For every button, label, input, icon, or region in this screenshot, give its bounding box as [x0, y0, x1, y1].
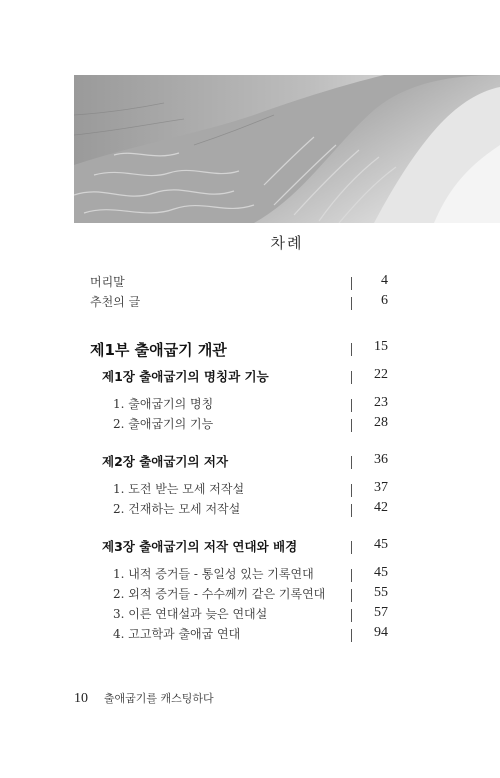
- toc-entry-chapter-3[interactable]: [0, 537, 500, 559]
- divider: [351, 504, 352, 517]
- divider: [351, 297, 352, 310]
- entry-label: 2. 출애굽기의 기능: [113, 417, 214, 431]
- entry-label: 머리말: [90, 275, 125, 289]
- toc-entry-section[interactable]: [0, 565, 500, 587]
- entry-page: 23: [374, 395, 388, 410]
- divider: [351, 371, 352, 384]
- toc-entry-section[interactable]: [0, 585, 500, 607]
- toc-entry-section[interactable]: [0, 480, 500, 502]
- entry-page: 45: [374, 565, 388, 580]
- entry-page: 22: [374, 367, 388, 382]
- toc-entry-part-1[interactable]: [0, 339, 500, 361]
- entry-page: 36: [374, 452, 388, 467]
- entry-page: 42: [374, 500, 388, 515]
- toc-entry-chapter-1[interactable]: [0, 367, 500, 389]
- divider: [351, 541, 352, 554]
- entry-label: 2. 외적 증거들 - 수수께끼 같은 기록연대: [113, 587, 326, 601]
- entry-label: 3. 이른 연대설과 늦은 연대설: [113, 607, 268, 621]
- entry-label: 1. 도전 받는 모세 저작설: [113, 482, 245, 496]
- entry-label: 1. 내적 증거들 - 통일성 있는 기록연대: [113, 567, 314, 581]
- entry-label: 1. 출애굽기의 명칭: [113, 397, 214, 411]
- entry-label: 4. 고고학과 출애굽 연대: [113, 627, 241, 641]
- entry-label: 제1부 출애굽기 개관: [90, 341, 227, 359]
- toc-entry-section[interactable]: [0, 500, 500, 522]
- entry-label: 제2장 출애굽기의 저자: [102, 454, 229, 469]
- entry-page: 55: [374, 585, 388, 600]
- divider: [351, 456, 352, 469]
- toc-entry-section[interactable]: [0, 625, 500, 647]
- entry-page: 57: [374, 605, 388, 620]
- divider: [351, 419, 352, 432]
- page-footer: [74, 690, 214, 707]
- toc-entry-chapter-2[interactable]: [0, 452, 500, 474]
- toc-title: 차례: [270, 234, 304, 252]
- entry-page: 6: [381, 293, 388, 308]
- entry-label: 제1장 출애굽기의 명칭과 기능: [102, 369, 269, 384]
- entry-page: 15: [374, 339, 388, 354]
- divider: [351, 484, 352, 497]
- entry-page: 45: [374, 537, 388, 552]
- divider: [351, 399, 352, 412]
- toc-entry-preface[interactable]: [0, 273, 500, 295]
- divider: [351, 609, 352, 622]
- entry-page: 28: [374, 415, 388, 430]
- toc-entry-section[interactable]: [0, 605, 500, 627]
- divider: [351, 629, 352, 642]
- entry-label: 추천의 글: [90, 295, 141, 309]
- divider: [351, 277, 352, 290]
- entry-page: 4: [381, 273, 388, 288]
- divider: [351, 343, 352, 356]
- toc-entry-section[interactable]: [0, 415, 500, 437]
- entry-label: 2. 건재하는 모세 저작설: [113, 502, 241, 516]
- entry-page: 37: [374, 480, 388, 495]
- footer-page-number: 10: [74, 691, 88, 706]
- divider: [351, 569, 352, 582]
- toc-entry-recommendation[interactable]: [0, 293, 500, 315]
- footer-book-title: 출애굽기를 캐스팅하다: [103, 692, 214, 705]
- toc-entry-section[interactable]: [0, 395, 500, 417]
- divider: [351, 589, 352, 602]
- entry-page: 94: [374, 625, 388, 640]
- wave-header-image: [74, 75, 500, 223]
- entry-label: 제3장 출애굽기의 저작 연대와 배경: [102, 539, 298, 554]
